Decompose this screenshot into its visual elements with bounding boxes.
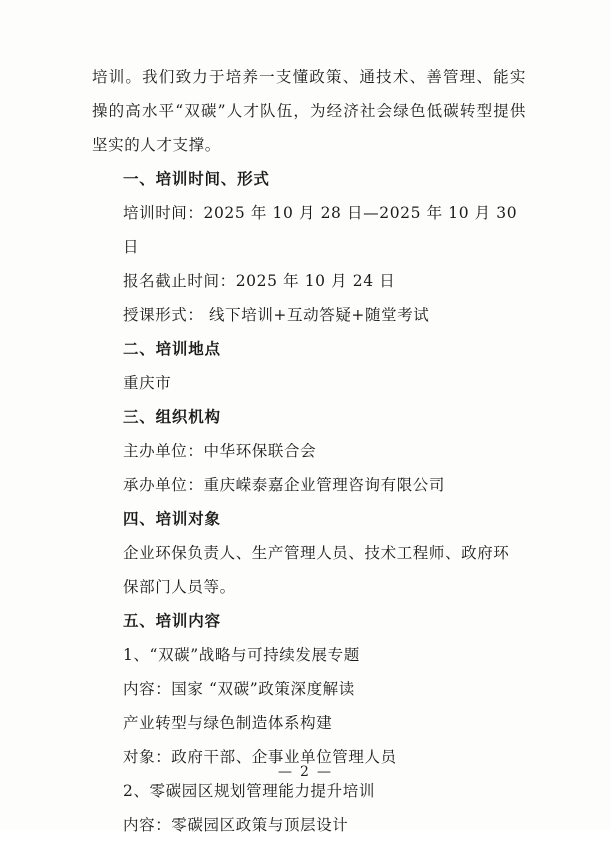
section-heading-3: 三、组织机构 — [123, 407, 221, 426]
section-5-line-4: 对象：政府干部、企事业单位管理人员 — [123, 748, 397, 766]
section-3-line-2: 承办单位：重庆嵘泰嘉企业管理咨询有限公司 — [123, 476, 446, 494]
section-heading-4: 四、培训对象 — [123, 509, 221, 528]
page-footer — [0, 764, 611, 780]
page-number: 2 — [300, 764, 311, 780]
section-5-line-5: 2、零碳园区规划管理能力提升培训 — [123, 782, 375, 800]
section-3-line-1: 主办单位：中华环保联合会 — [123, 442, 317, 460]
section-2-line-1: 重庆市 — [123, 374, 172, 392]
section-heading-1: 一、培训时间、形式 — [123, 169, 270, 188]
section-5-line-2: 内容：国家 “双碳”政策深度解读 — [123, 680, 355, 698]
section-heading-2: 二、培训地点 — [123, 339, 221, 358]
section-5-line-6: 内容：零碳园区政策与顶层设计 — [123, 816, 349, 834]
section-1-line-1: 培训时间：2025 年 10 月 28 日—2025 年 10 月 30 日 — [123, 204, 518, 256]
section-5-line-1: 1、“双碳”战略与可持续发展专题 — [123, 646, 360, 664]
section-1-line-3: 授课形式： 线下培训+互动答疑+随堂考试 — [123, 306, 430, 324]
section-5-line-3: 产业转型与绿色制造体系构建 — [123, 714, 333, 732]
footer-left-dash: — — [278, 764, 295, 780]
section-1-line-2: 报名截止时间：2025 年 10 月 24 日 — [123, 272, 396, 290]
section-4-line-1: 企业环保负责人、生产管理人员、技术工程师、政府环 — [123, 544, 510, 562]
intro-paragraph: 培训。我们致力于培养一支懂政策、通技术、善管理、能实操的高水平“双碳”人才队伍，为经济社会绿色低碳转型提供坚实的人才支撑。 — [92, 68, 526, 154]
footer-right-dash: — — [316, 764, 333, 780]
section-heading-5: 五、培训内容 — [123, 611, 221, 630]
document-body — [92, 60, 526, 842]
section-4-line-2: 保部门人员等。 — [123, 578, 236, 596]
